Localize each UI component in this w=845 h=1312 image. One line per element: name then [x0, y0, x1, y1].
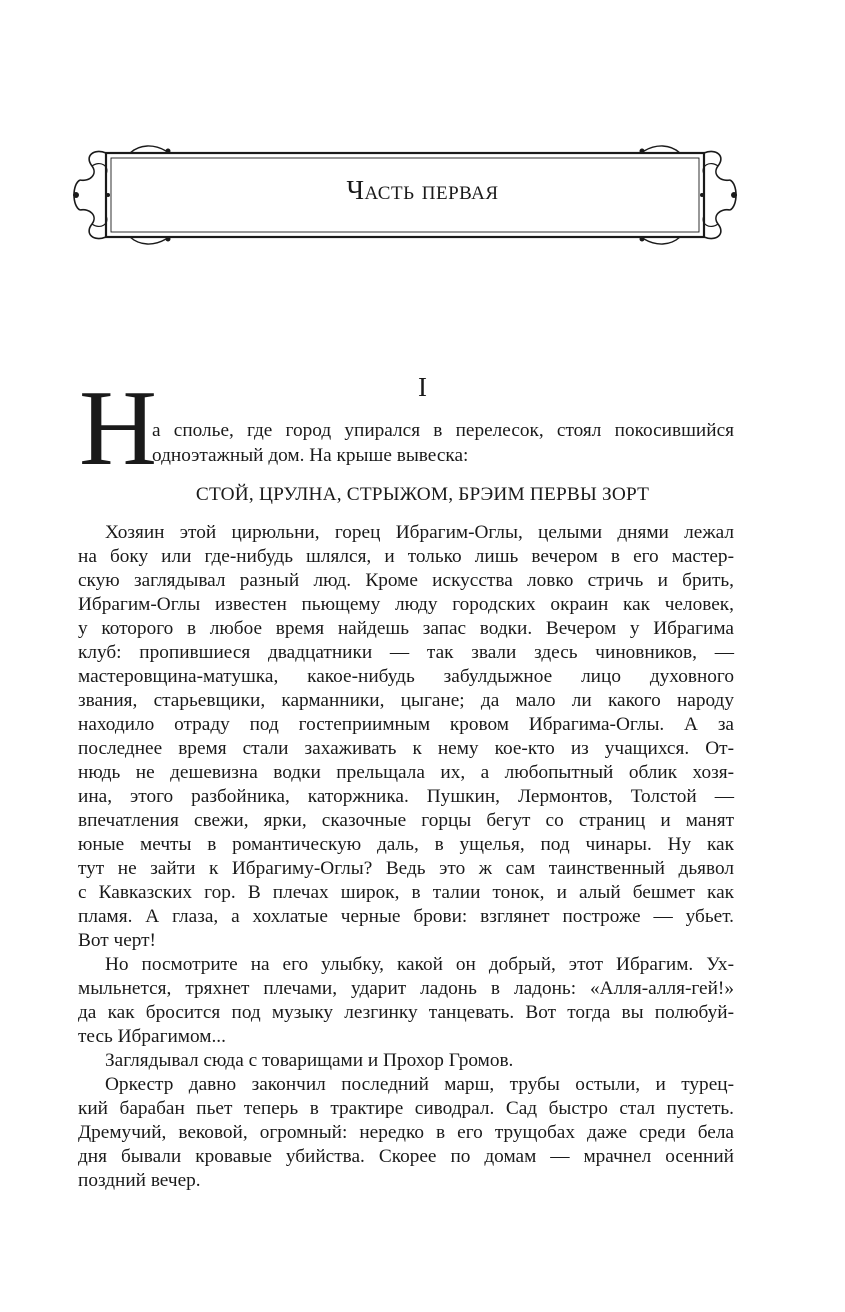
lead-line: одноэтажный дом. На крыше вывеска: [152, 445, 469, 466]
lead-paragraph [152, 418, 734, 468]
text-line: тесь Ибрагимом... [78, 1026, 226, 1047]
shop-sign-text: СТОЙ, ЦРУЛНА, СТРЫЖОМ, БРЭИМ ПЕРВЫ ЗОРТ [195, 484, 650, 505]
chapter-number: I [418, 372, 427, 402]
paragraph [78, 1049, 734, 1073]
paragraph [78, 1073, 734, 1193]
text-line: впечатления свежи, ярки, сказочные горцы бегут со страниц и манят [78, 810, 734, 831]
drop-cap: Н [79, 369, 157, 488]
text-line: последнее время стали захаживать к нему кое-кто из учащихся. От- [78, 738, 734, 759]
text-line: у которого в любое время найдешь запас водки. Вечером у Ибрагима [78, 618, 734, 639]
text-line: Хозяин этой цирюльни, горец Ибрагим-Оглы, целыми днями лежал [105, 522, 734, 543]
text-line: Вот черт! [78, 930, 156, 951]
part-title: Часть первая [346, 175, 499, 205]
text-line: да как бросится под музыку лезгинку танцевать. Вот тогда вы полюбуй- [78, 1002, 734, 1023]
text-line: Дремучий, вековой, огромный: нередко в его трущобах даже среди бела [78, 1122, 734, 1143]
text-line: Оркестр давно закончил последний марш, трубы остыли, и турец- [105, 1074, 734, 1095]
text-line: с Кавказских гор. В плечах широк, в талии тонок, и алый бешмет как [78, 882, 734, 903]
body-text [78, 521, 734, 1193]
text-line: Но посмотрите на его улыбку, какой он добрый, этот Ибрагим. Ух- [105, 954, 734, 975]
text-line: звания, старьевщики, карманники, цыгане; да мало ли какого народу [78, 690, 734, 711]
text-line: скую заглядывал разный люд. Кроме искусства ловко стричь и брить, [78, 570, 734, 591]
text-line: нюдь не дешевизна водки прельщала их, а любопытный облик хозя- [78, 762, 734, 783]
lead-line: а сполье, где город упирался в перелесок, стоял покосившийся [152, 420, 734, 441]
text-line: Ибрагим-Оглы известен пьющему люду городских окраин как человек, [78, 594, 734, 615]
text-line: Заглядывал сюда с товарищами и Прохор Громов. [105, 1050, 514, 1071]
paragraph [78, 953, 734, 1049]
text-line: мастеровщина-матушка, какое-нибудь забулдыжное лицо духовного [78, 666, 734, 687]
text-line: ина, этого разбойника, каторжника. Пушкин, Лермонтов, Толстой — [78, 786, 734, 807]
text-line: на боку или где-нибудь шлялся, и только лишь вечером в его мастер- [78, 546, 734, 567]
text-line: кий барабан пьет теперь в трактире сиводрал. Сад быстро стал пустеть. [78, 1098, 734, 1119]
text-line: находило отраду под гостеприимным кровом Ибрагима-Оглы. А за [78, 714, 734, 735]
text-line: поздний вечер. [78, 1170, 201, 1191]
text-line: тут не зайти к Ибрагиму-Оглы? Ведь это ж сам таинственный дьявол [78, 858, 734, 879]
text-line: юные мечты в романтическую даль, в ущелья, под чинары. Ну как [78, 834, 734, 855]
text-line: пламя. А глаза, а хохлатые черные брови: взглянет построже — убьет. [78, 906, 734, 927]
paragraph [78, 521, 734, 953]
text-line: клуб: пропившиеся двадцатники — так звали здесь чиновников, — [78, 642, 734, 663]
text-line: дня бывали кровавые убийства. Скорее по домам — мрачнел осенний [78, 1146, 734, 1167]
text-line: мыльнется, тряхнет плечами, ударит ладонь в ладонь: «Алля-алля-гей!» [78, 978, 734, 999]
